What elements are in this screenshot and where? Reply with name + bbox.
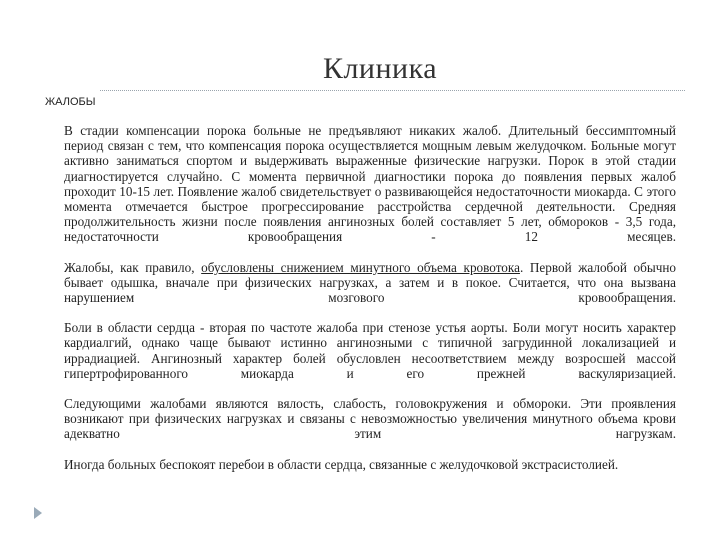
paragraph-arrhythmia: Иногда больных беспокоят перебои в области сердца, связанные с желудочковой экстрасистолией. (64, 456, 619, 472)
paragraph-complaints-end: . Первой жалобой обычно бывает одышка, вначале при физических нагрузках, а затем и в покое. Считается, что она вызвана нарушением мозгового кровообращения. (64, 259, 676, 306)
paragraph-complaints (64, 260, 676, 306)
paragraph-compensation: В стадии компенсации порока больные не предъявляют никаких жалоб. Длительный бессимптомный период связан с тем, что компенсация порока осуществляется мощным левым желудочком. Больные могут активно заниматься спортом и выдерживать выраженные физические нагрузки. Порок в этой стадии диагностируется случайно. С момента первичной диагностики порока до появления первых жалоб проходит 10-15 лет. Появление жалоб свидетельствует о развивающейся недостаточности миокарда. С этого момента отмечается быстрое прогрессирование расстройства сердечной деятельности. Средняя продолжительность жизни после появления ангинозных болей составляет 5 лет, обмороков - 3,5 года, недостаточности кровообращения - 12 месяцев. (64, 123, 676, 245)
slide-title: Клиника (322, 52, 438, 85)
paragraph-complaints-start: Жалобы, как правило, (64, 259, 202, 275)
slide-body (64, 123, 676, 487)
title-divider (100, 90, 685, 91)
underlined-phrase: обусловлены снижением минутного объема кровотока (201, 259, 520, 275)
section-label: ЖАЛОБЫ (45, 96, 96, 108)
triangle-bullet-icon (34, 507, 42, 519)
paragraph-weakness: Следующими жалобами являются вялость, слабость, головокружения и обмороки. Эти проявления возникают при физических нагрузках и связаны с невозможностью увеличения минутного объема крови адекватно этим нагрузкам. (64, 396, 676, 442)
paragraph-heart-pain: Боли в области сердца - вторая по частоте жалоба при стенозе устья аорты. Боли могут носить характер кардиалгий, однако чаще бывают истинно ангинозными с типичной загрудинной локализацией и иррадиацией. Ангинозный характер болей обусловлен несоответствием между возросшей массой гипертрофированного миокарда и его прежней васкуляризацией. (64, 320, 676, 381)
